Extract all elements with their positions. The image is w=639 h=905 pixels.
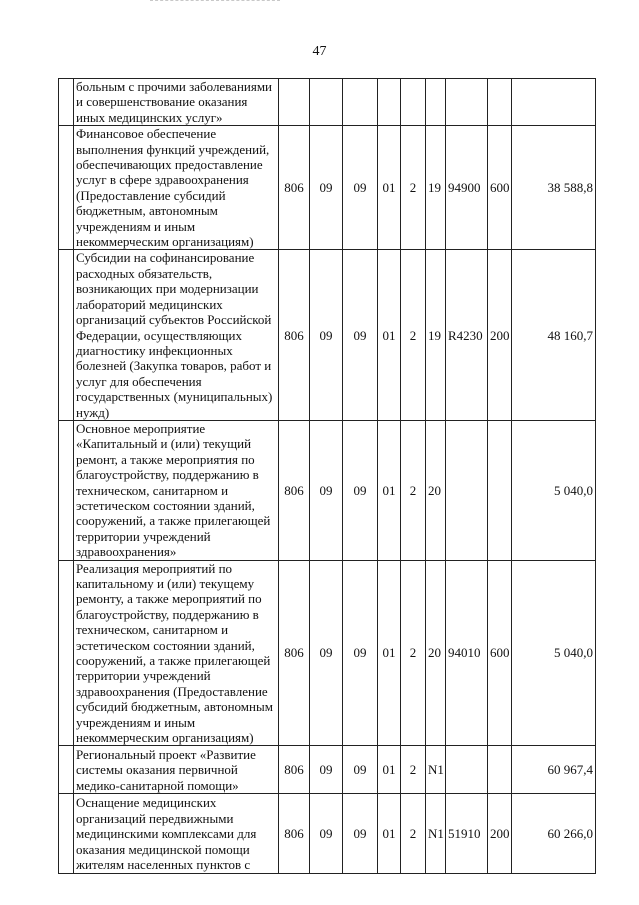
subprogram-code-cell: 2 — [401, 560, 426, 746]
section-code-cell: 09 — [310, 420, 343, 560]
event-code-cell: 20 — [426, 560, 446, 746]
blank-cell — [59, 794, 74, 874]
direction-code-cell: 51910 — [446, 794, 488, 874]
event-code-cell: N1 — [426, 746, 446, 794]
subsection-code-cell — [343, 79, 378, 126]
subprogram-code-cell — [401, 79, 426, 126]
blank-cell — [59, 250, 74, 420]
section-code-cell: 09 — [310, 794, 343, 874]
scan-artifact — [150, 0, 280, 4]
ministry-code-cell: 806 — [279, 126, 310, 250]
amount-cell: 38 588,8 — [512, 126, 596, 250]
subprogram-code-cell: 2 — [401, 250, 426, 420]
expense-name-cell: Реализация мероприятий по капитальному и (или) текущему ремонту, а также мероприятий по благоустройству, поддержанию в техническом, санитарном и эстетическом состоянии зданий, сооружений, а также прилегающей территории учреждений здравоохранения (Предоставление субсидий бюджетным, автономным учреждениям и иным некоммерческим организациям) — [74, 560, 279, 746]
expense-name-cell: Региональный проект «Развитие системы оказания первичной медико-санитарной помощи» — [74, 746, 279, 794]
amount-cell: 60 967,4 — [512, 746, 596, 794]
subprogram-code-cell: 2 — [401, 794, 426, 874]
subprogram-code-cell: 2 — [401, 126, 426, 250]
table-row — [59, 420, 596, 560]
blank-cell — [59, 560, 74, 746]
page-number: 47 — [312, 44, 327, 59]
expense-name-cell: Оснащение медицинских организаций передвижными медицинскими комплексами для оказания медицинской помощи жителям населенных пунктов с — [74, 794, 279, 874]
ministry-code-cell: 806 — [279, 794, 310, 874]
amount-cell — [512, 79, 596, 126]
amount-cell: 60 266,0 — [512, 794, 596, 874]
program-code-cell — [378, 79, 401, 126]
event-code-cell: 19 — [426, 250, 446, 420]
section-code-cell: 09 — [310, 250, 343, 420]
direction-code-cell: 94900 — [446, 126, 488, 250]
blank-cell — [59, 420, 74, 560]
ministry-code-cell — [279, 79, 310, 126]
expense-type-cell: 200 — [488, 250, 512, 420]
section-code-cell: 09 — [310, 126, 343, 250]
table-row — [59, 79, 596, 126]
direction-code-cell: R4230 — [446, 250, 488, 420]
section-code-cell — [310, 79, 343, 126]
expense-type-cell: 200 — [488, 794, 512, 874]
direction-code-cell — [446, 420, 488, 560]
budget-table — [58, 78, 596, 874]
expense-type-cell — [488, 79, 512, 126]
table-row — [59, 746, 596, 794]
expense-name-cell: Финансовое обеспечение выполнения функций учреждений, обеспечивающих предоставление услуг в сфере здравоохранения (Предоставление субсидий бюджетным, автономным учреждениям и иным некоммерческим организациям) — [74, 126, 279, 250]
program-code-cell: 01 — [378, 250, 401, 420]
table-row — [59, 794, 596, 874]
expense-type-cell: 600 — [488, 126, 512, 250]
event-code-cell: N1 — [426, 794, 446, 874]
expense-name-cell: Субсидии на софинансирование расходных обязательств, возникающих при модернизации лабораторий медицинских организаций субъектов Российской Федерации, осуществляющих диагностику инфекционных болезней (Закупка товаров, работ и услуг для обеспечения государственных (муниципальных) нужд) — [74, 250, 279, 420]
expense-name-cell: Основное мероприятие «Капитальный и (или) текущий ремонт, а также мероприятия по благоустройству, поддержанию в техническом, санитарном и эстетическом состоянии зданий, сооружений, а также прилегающей территории учреждений здравоохранения» — [74, 420, 279, 560]
ministry-code-cell: 806 — [279, 560, 310, 746]
subsection-code-cell: 09 — [343, 794, 378, 874]
expense-type-cell — [488, 420, 512, 560]
direction-code-cell — [446, 79, 488, 126]
direction-code-cell: 94010 — [446, 560, 488, 746]
expense-type-cell — [488, 746, 512, 794]
event-code-cell — [426, 79, 446, 126]
expense-name-cell: больным с прочими заболеваниями и совершенствование оказания иных медицинских услуг» — [74, 79, 279, 126]
program-code-cell: 01 — [378, 126, 401, 250]
amount-cell: 5 040,0 — [512, 560, 596, 746]
event-code-cell: 20 — [426, 420, 446, 560]
section-code-cell: 09 — [310, 746, 343, 794]
amount-cell: 48 160,7 — [512, 250, 596, 420]
program-code-cell: 01 — [378, 420, 401, 560]
subsection-code-cell: 09 — [343, 126, 378, 250]
amount-cell: 5 040,0 — [512, 420, 596, 560]
table-row — [59, 560, 596, 746]
subsection-code-cell: 09 — [343, 746, 378, 794]
subsection-code-cell: 09 — [343, 560, 378, 746]
program-code-cell: 01 — [378, 560, 401, 746]
ministry-code-cell: 806 — [279, 420, 310, 560]
section-code-cell: 09 — [310, 560, 343, 746]
subprogram-code-cell: 2 — [401, 746, 426, 794]
table-row — [59, 250, 596, 420]
blank-cell — [59, 126, 74, 250]
blank-cell — [59, 746, 74, 794]
subsection-code-cell: 09 — [343, 250, 378, 420]
program-code-cell: 01 — [378, 794, 401, 874]
ministry-code-cell: 806 — [279, 250, 310, 420]
subprogram-code-cell: 2 — [401, 420, 426, 560]
event-code-cell: 19 — [426, 126, 446, 250]
ministry-code-cell: 806 — [279, 746, 310, 794]
subsection-code-cell: 09 — [343, 420, 378, 560]
blank-cell — [59, 79, 74, 126]
table-body — [59, 79, 596, 874]
expense-type-cell: 600 — [488, 560, 512, 746]
table-row — [59, 126, 596, 250]
direction-code-cell — [446, 746, 488, 794]
program-code-cell: 01 — [378, 746, 401, 794]
